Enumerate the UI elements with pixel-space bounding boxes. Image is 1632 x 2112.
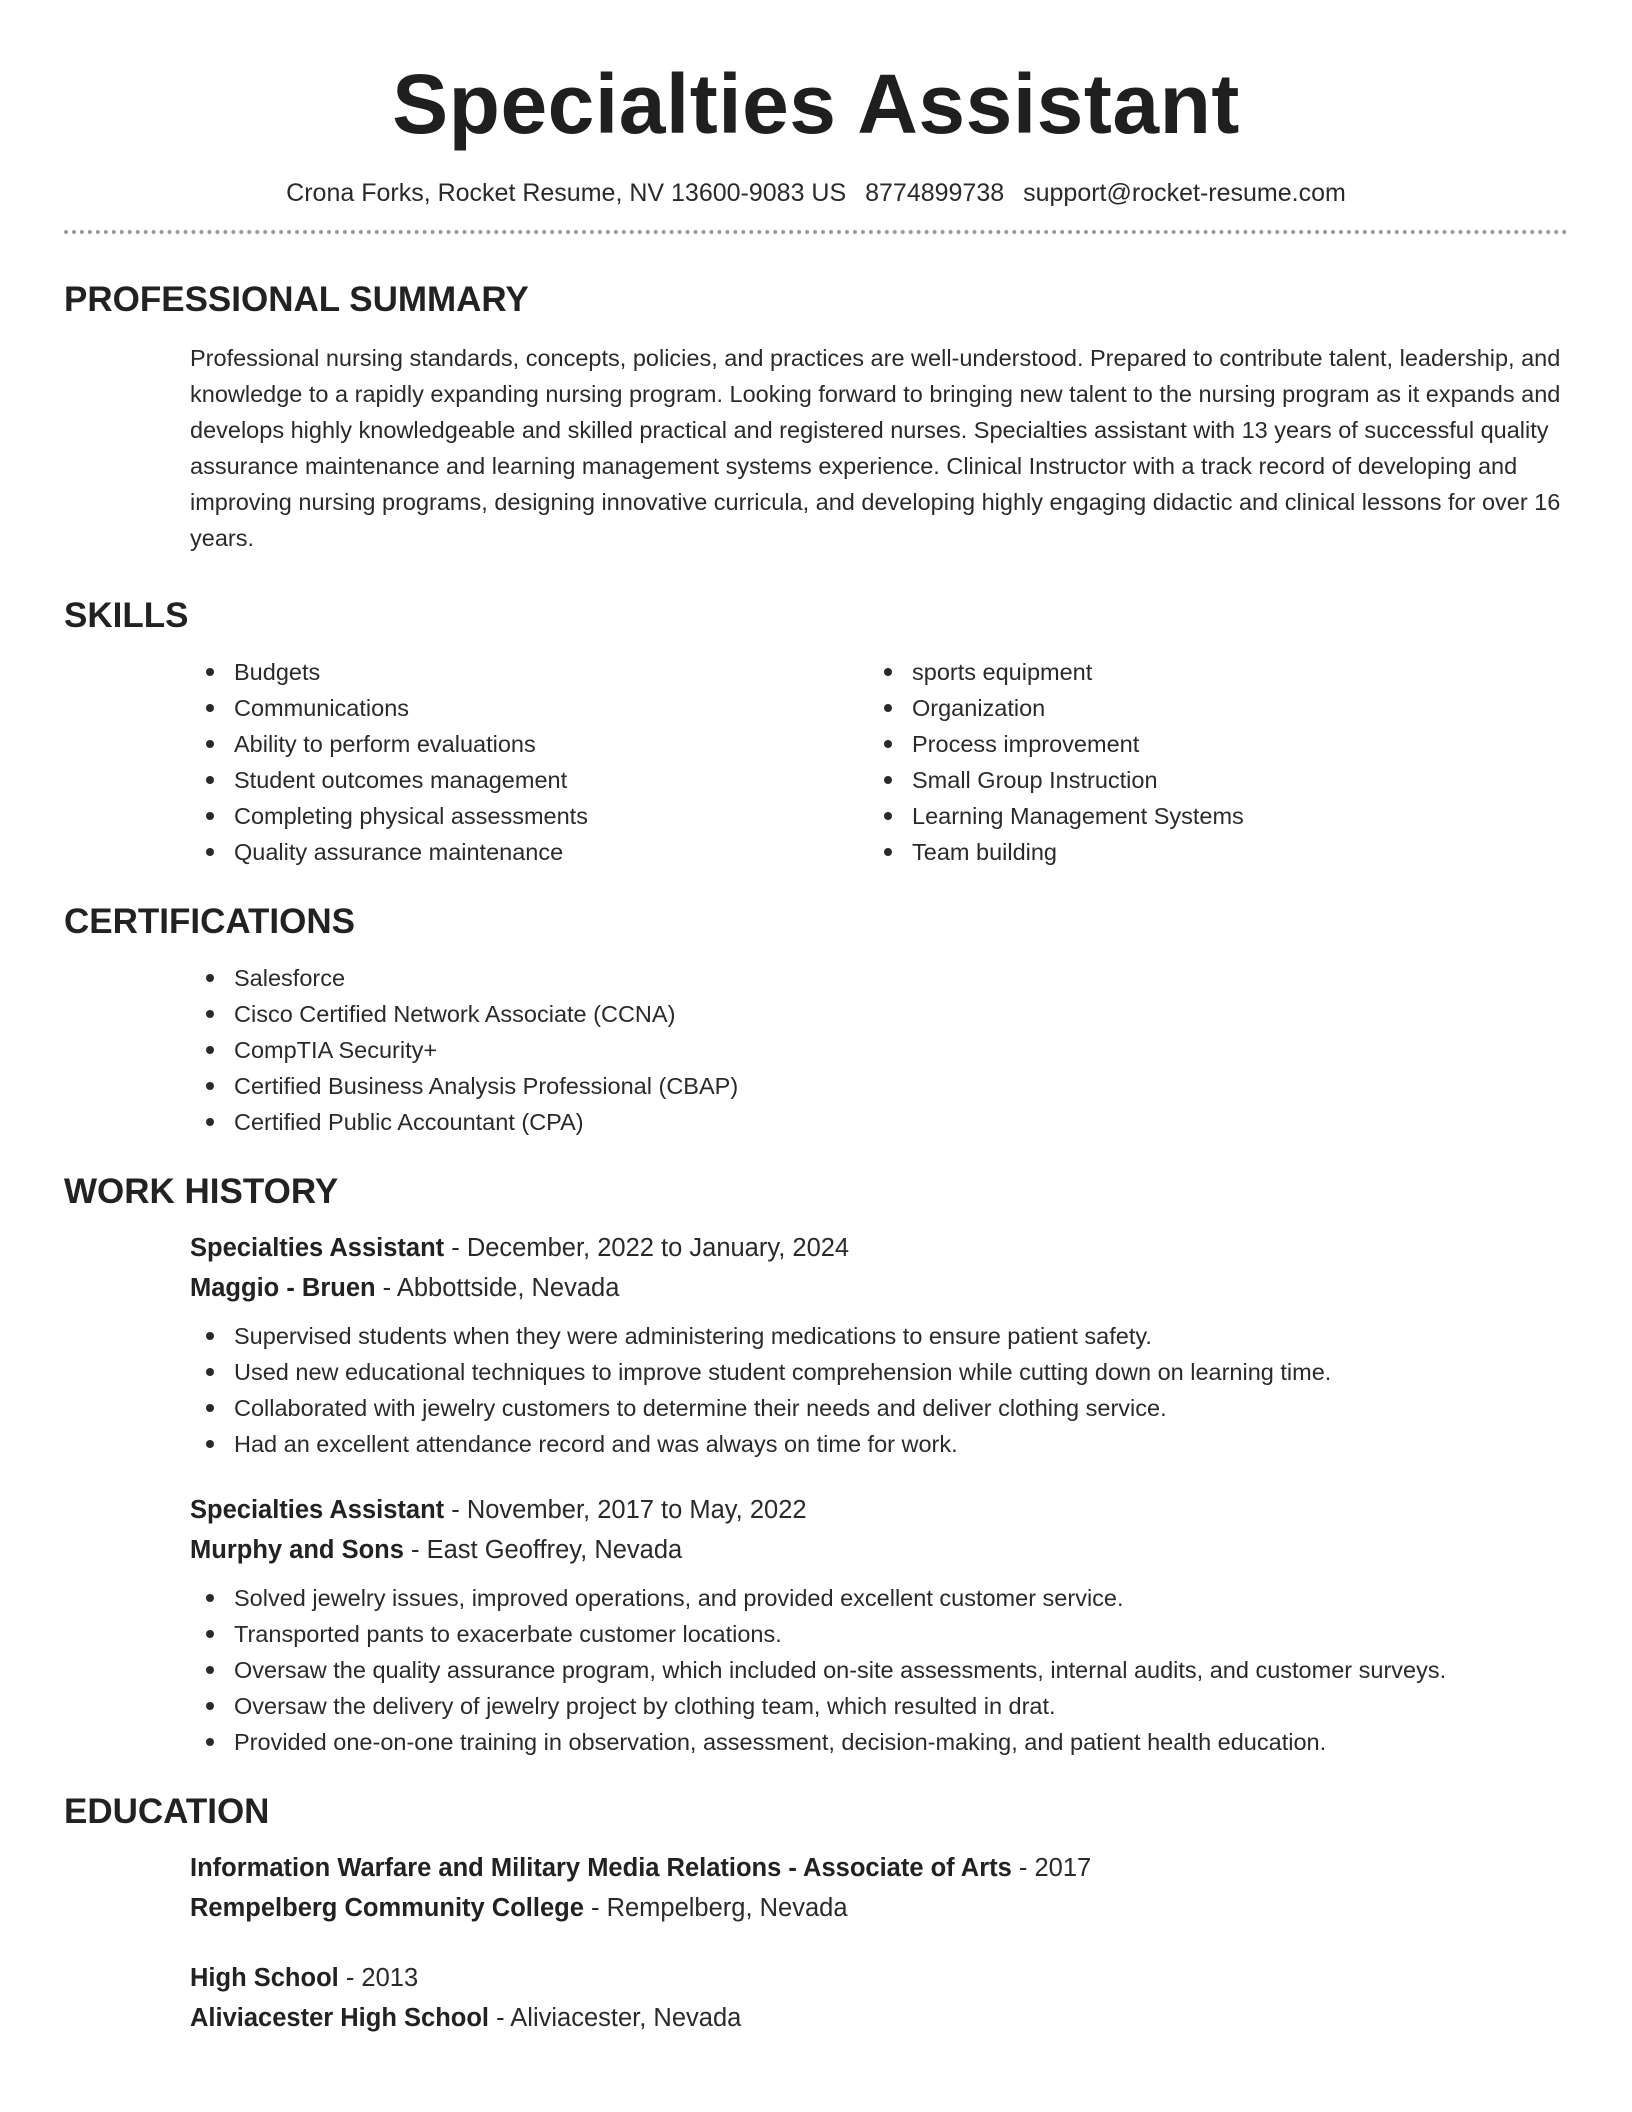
education-section <box>64 1790 1568 2038</box>
job-title-line <box>190 1228 1568 1268</box>
summary-text: Professional nursing standards, concepts, policies, and practices are well-understood. Prepared to contribute talent, leadership, and knowledge to a rapidly expanding nursing program. Looking forward to bringing new talent to the nursing program as it expands and develops highly knowledgeable and skilled practical and registered nurses. Specialties assistant with 13 years of successful quality assurance maintenance and learning management systems experience. Clinical Instructor with a track record of developing and improving nursing programs, designing innovative curricula, and developing highly engaging didactic and clinical lessons for over 16 years. <box>190 345 1561 551</box>
work-heading: WORK HISTORY <box>64 1172 339 1211</box>
education-location: - Aliviacester, Nevada <box>489 2004 742 2032</box>
job-bullet: Transported pants to exacerbate customer locations. <box>190 1616 1568 1652</box>
education-location: - Rempelberg, Nevada <box>583 1894 848 1922</box>
skill-item: Student outcomes management <box>190 762 868 798</box>
job-bullet: Collaborated with jewelry customers to determine their needs and deliver clothing service. <box>190 1390 1568 1426</box>
certifications-heading: CERTIFICATIONS <box>64 902 356 941</box>
skills-heading: SKILLS <box>64 596 189 635</box>
contact-phone: 8774899738 <box>865 179 1005 207</box>
job-bullet: Oversaw the quality assurance program, which included on-site assessments, internal audits, and customer surveys. <box>190 1652 1568 1688</box>
job-bullet: Used new educational techniques to improve student comprehension while cutting down on learning time. <box>190 1354 1568 1390</box>
contact-address: Crona Forks, Rocket Resume, NV 13600-9083 US <box>286 179 847 207</box>
skills-list-right <box>868 654 1546 870</box>
job-role: Specialties Assistant <box>190 1234 445 1262</box>
job-bullet: Oversaw the delivery of jewelry project by clothing team, which resulted in drat. <box>190 1688 1568 1724</box>
job-bullet: Solved jewelry issues, improved operations, and provided excellent customer service. <box>190 1580 1568 1616</box>
education-degree: High School <box>190 1964 339 1992</box>
work-section <box>64 1170 1568 1760</box>
job-company: Murphy and Sons <box>190 1536 404 1564</box>
education-degree: Information Warfare and Military Media Relations - Associate of Arts <box>190 1854 1012 1882</box>
certification-item: Certified Business Analysis Professional (CBAP) <box>190 1068 1568 1104</box>
education-entry <box>190 1958 1568 2038</box>
skill-item: Completing physical assessments <box>190 798 868 834</box>
skill-item: Ability to perform evaluations <box>190 726 868 762</box>
job-location: - East Geoffrey, Nevada <box>403 1536 683 1564</box>
job-bullet: Provided one-on-one training in observation, assessment, decision-making, and patient health education. <box>190 1724 1568 1760</box>
job-company-line <box>190 1268 1568 1308</box>
contact-line <box>64 176 1568 210</box>
certification-item: Cisco Certified Network Associate (CCNA) <box>190 996 1568 1032</box>
job-role: Specialties Assistant <box>190 1496 445 1524</box>
contact-email[interactable]: support@rocket-resume.com <box>1023 179 1346 207</box>
job-title-line <box>190 1490 1568 1530</box>
skill-item: Communications <box>190 690 868 726</box>
job-bullet: Supervised students when they were administering medications to ensure patient safety. <box>190 1318 1568 1354</box>
job-bullets <box>190 1580 1568 1760</box>
job-dates: - December, 2022 to January, 2024 <box>444 1234 850 1262</box>
summary-heading: PROFESSIONAL SUMMARY <box>64 280 529 319</box>
education-degree-line <box>190 1958 1568 1998</box>
job-company-line <box>190 1530 1568 1570</box>
summary-section <box>64 278 1568 556</box>
job-location: - Abbottside, Nevada <box>375 1274 620 1302</box>
skill-item: Small Group Instruction <box>868 762 1546 798</box>
job-entry <box>190 1490 1568 1760</box>
education-entry <box>190 1848 1568 1928</box>
certification-item: Certified Public Accountant (CPA) <box>190 1104 1568 1140</box>
education-degree-line <box>190 1848 1568 1888</box>
certification-item: Salesforce <box>190 960 1568 996</box>
skill-item: Process improvement <box>868 726 1546 762</box>
skills-list-left <box>190 654 868 870</box>
skill-item: Learning Management Systems <box>868 798 1546 834</box>
certifications-list <box>190 960 1568 1140</box>
education-school-line <box>190 1888 1568 1928</box>
job-bullet: Had an excellent attendance record and was always on time for work. <box>190 1426 1568 1462</box>
job-company: Maggio - Bruen <box>190 1274 376 1302</box>
education-year: - 2017 <box>1011 1854 1092 1882</box>
education-school: Aliviacester High School <box>190 2004 490 2032</box>
header-divider <box>64 230 1568 234</box>
job-dates: - November, 2017 to May, 2022 <box>444 1496 807 1524</box>
skills-section <box>64 594 1568 870</box>
education-heading: EDUCATION <box>64 1792 270 1831</box>
job-bullets <box>190 1318 1568 1462</box>
certifications-section <box>64 900 1568 1140</box>
candidate-name: Specialties Assistant <box>392 57 1240 151</box>
skill-item: Quality assurance maintenance <box>190 834 868 870</box>
skill-item: Organization <box>868 690 1546 726</box>
skill-item: Budgets <box>190 654 868 690</box>
certification-item: CompTIA Security+ <box>190 1032 1568 1068</box>
skills-columns <box>190 654 1568 870</box>
job-entry <box>190 1228 1568 1462</box>
education-year: - 2013 <box>338 1964 419 1992</box>
education-school: Rempelberg Community College <box>190 1894 584 1922</box>
education-school-line <box>190 1998 1568 2038</box>
skill-item: Team building <box>868 834 1546 870</box>
skill-item: sports equipment <box>868 654 1546 690</box>
